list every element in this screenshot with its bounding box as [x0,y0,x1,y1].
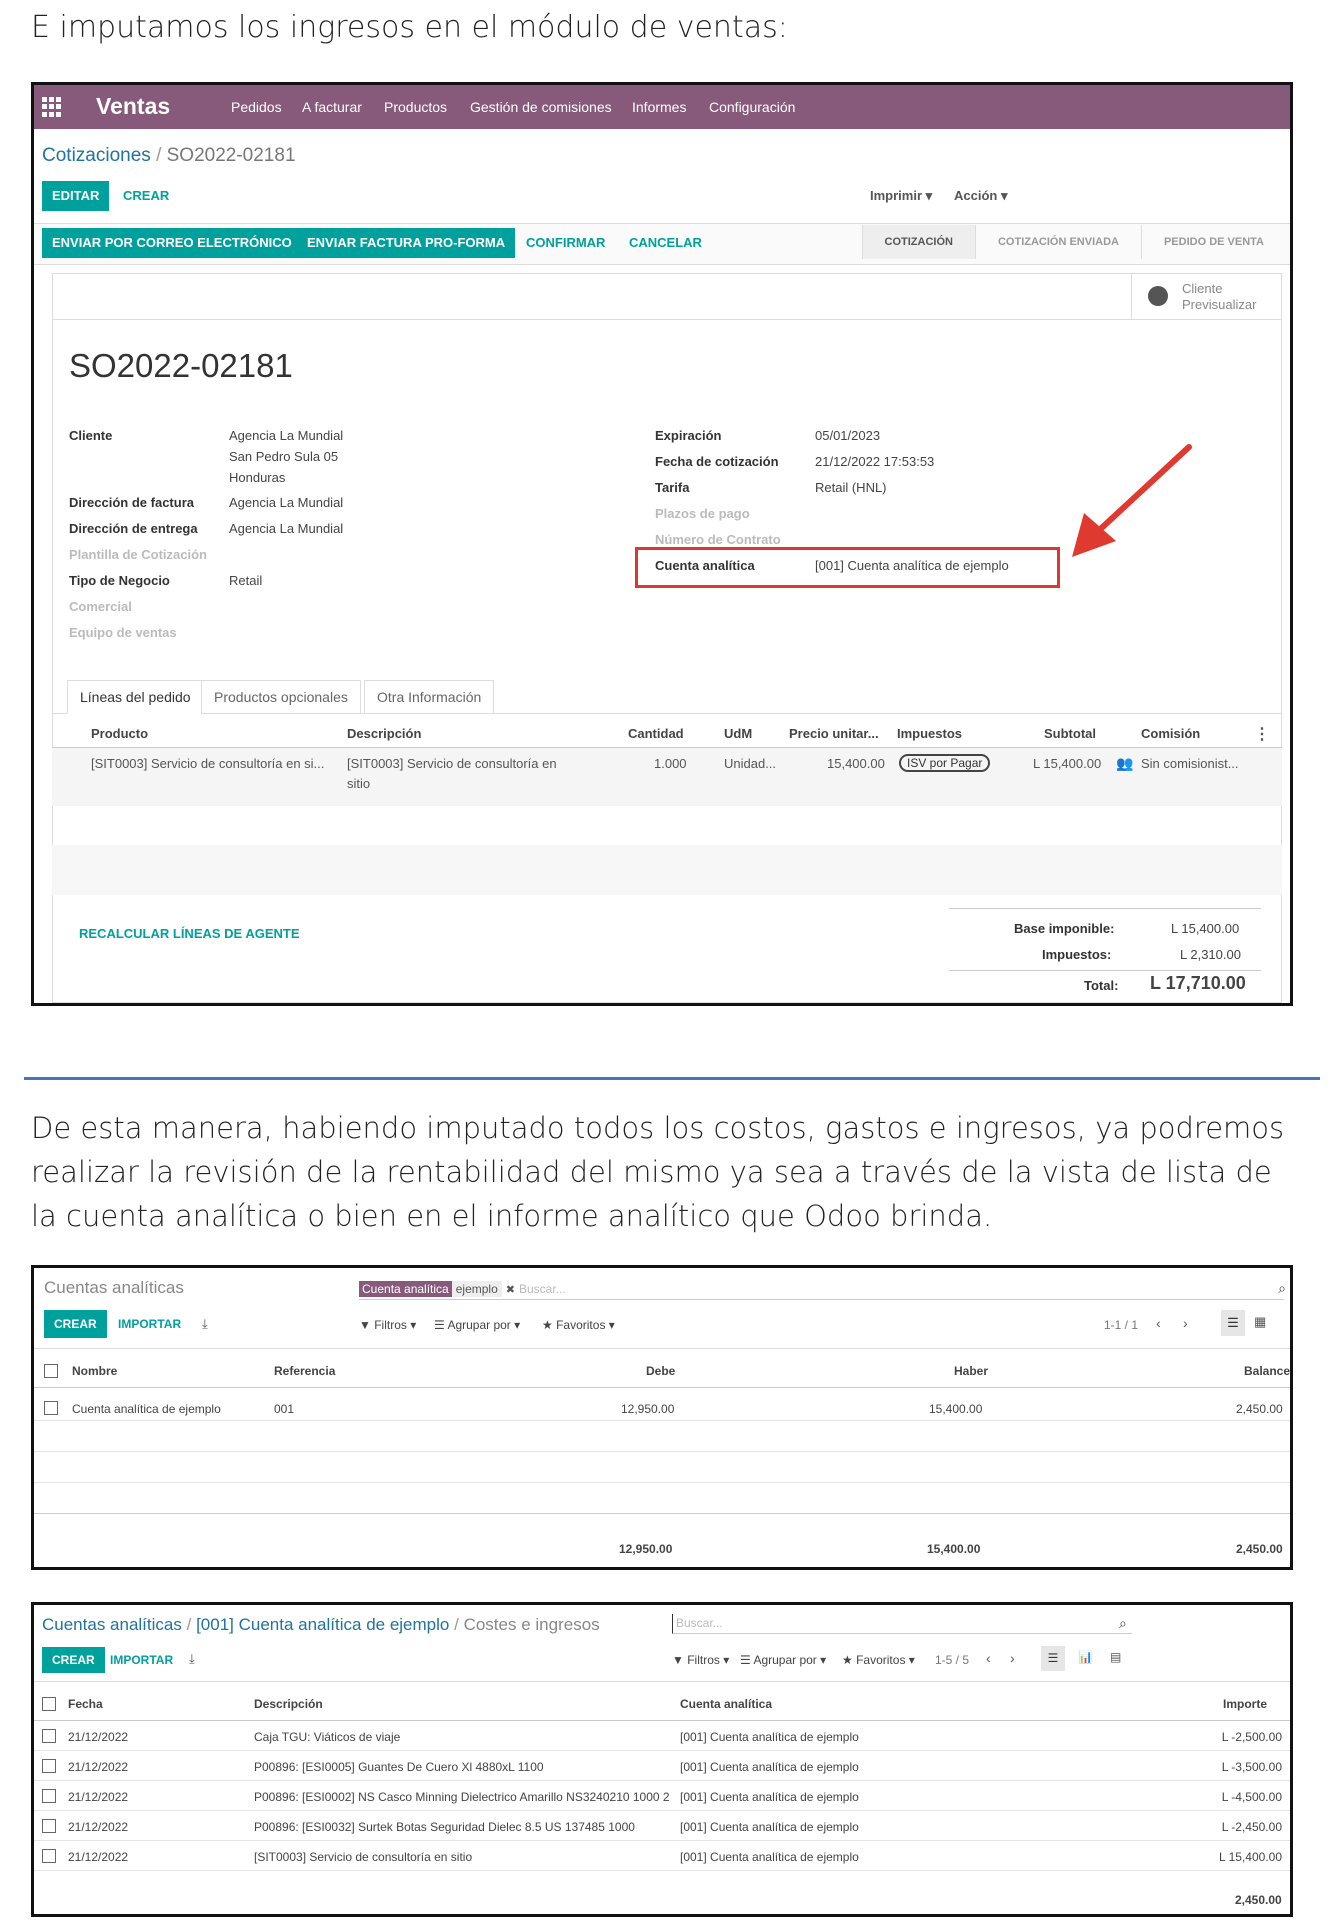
row-credit: 15,400.00 [929,1402,983,1416]
analytic-accounts-screenshot [31,1265,1293,1570]
apps-menu-icon[interactable] [42,97,62,117]
facet-remove-icon[interactable]: ✖ [505,1284,515,1296]
salesperson-label: Comercial [69,599,132,614]
total-value: L 17,710.00 [1150,973,1246,993]
list-view-icon[interactable]: ☰ [1041,1646,1065,1671]
row-date: 21/12/2022 [68,1730,129,1744]
app-brand[interactable]: Ventas [96,93,171,119]
table-row[interactable] [34,1781,1290,1811]
col-name[interactable]: Nombre [72,1364,118,1378]
empty-row [52,845,1282,895]
row-balance: 2,450.00 [1236,1402,1283,1416]
col-description[interactable]: Descripción [347,726,422,741]
row-checkbox[interactable] [42,1729,56,1743]
total-balance: 2,450.00 [1236,1542,1283,1556]
pager-prev-icon[interactable]: ‹ [1156,1315,1161,1331]
line-description-1: [SIT0003] Servicio de consultoría en [347,756,557,771]
pager-value[interactable]: 1-5 / 5 [935,1653,970,1667]
breadcrumb-accounts[interactable]: Cuentas analíticas [42,1615,182,1634]
pager-next-icon[interactable]: › [1183,1315,1188,1331]
stage-sales-order[interactable]: PEDIDO DE VENTA [1141,225,1286,259]
col-taxes[interactable]: Impuestos [897,726,963,741]
search-facet-label: Cuenta analítica [359,1281,452,1297]
menu-configuracion[interactable]: Configuración [709,99,796,115]
analytic-lines-screenshot [31,1602,1293,1917]
col-amount[interactable]: Importe [1223,1697,1268,1711]
search-input[interactable]: Buscar... [518,1282,566,1296]
line-quantity: 1.000 [654,756,687,771]
favorites-dropdown[interactable]: ★ Favoritos ▾ [542,1318,615,1332]
pricelist-label: Tarifa [655,480,690,495]
favorites-dropdown[interactable]: ★ Favoritos ▾ [842,1653,915,1667]
top-navbar [34,85,1290,129]
breadcrumb-current: SO2022-02181 [166,145,296,166]
analytic-account-value[interactable]: [001] Cuenta analítica de ejemplo [815,558,1009,573]
group-by-dropdown[interactable]: ☰ Agrupar por ▾ [434,1318,521,1332]
edit-button[interactable]: EDITAR [42,181,109,211]
filters-dropdown[interactable]: ▼ Filtros ▾ [359,1318,417,1332]
col-product[interactable]: Producto [91,726,149,741]
sales-order-screenshot [31,82,1293,1006]
col-analytic-account[interactable]: Cuenta analítica [680,1697,773,1711]
column-options-icon[interactable]: ⋮ [1254,726,1270,743]
breadcrumb-cotizaciones[interactable]: Cotizaciones [42,145,151,166]
breadcrumb-separator: / [156,145,162,166]
recalculate-agents-button[interactable]: RECALCULAR LÍNEAS DE AGENTE [79,926,300,941]
customer-address-2: Honduras [229,470,286,485]
expiration-label: Expiración [655,428,722,443]
breadcrumb [42,145,296,167]
download-icon[interactable]: ⤓ [202,1316,208,1331]
col-description[interactable]: Descripción [254,1697,323,1711]
row-date: 21/12/2022 [68,1760,129,1774]
col-balance[interactable]: Balance [1244,1364,1291,1378]
quotation-date-value: 21/12/2022 17:53:53 [815,454,935,469]
line-commission: Sin comisionist... [1141,756,1239,771]
business-type-label: Tipo de Negocio [69,573,170,588]
analytic-account-label: Cuenta analítica [655,558,755,573]
base-value: L 15,400.00 [1171,921,1240,936]
intro-text: E imputamos los ingresos en el módulo de ventas: [31,10,788,45]
total-amount: 2,450.00 [1235,1893,1282,1907]
cancel-button[interactable]: CANCELAR [629,235,702,250]
row-checkbox[interactable] [42,1819,56,1833]
row-checkbox[interactable] [42,1759,56,1773]
search-icon[interactable]: ⌕ [1119,1615,1127,1631]
menu-comisiones[interactable]: Gestión de comisiones [470,99,612,115]
row-amount: L -4,500.00 [1221,1790,1282,1804]
select-all-checkbox[interactable] [44,1364,58,1378]
sales-team-label: Equipo de ventas [69,625,177,640]
col-date[interactable]: Fecha [68,1697,103,1711]
select-all-checkbox[interactable] [42,1697,56,1711]
line-uom: Unidad... [724,756,777,771]
breadcrumb: Cuentas analíticas / [001] Cuenta analítica de ejemplo / Costes e ingresos [42,1615,600,1634]
row-date: 21/12/2022 [68,1850,129,1864]
search-bar[interactable] [359,1280,1284,1300]
delivery-address-value[interactable]: Agencia La Mundial [229,521,344,536]
tab-optional-products[interactable]: Productos opcionales [201,680,361,714]
col-unit-price[interactable]: Precio unitar... [789,726,879,741]
filters-dropdown[interactable]: ▼ Filtros ▾ [672,1653,730,1667]
row-description: P00896: [ESI0002] NS Casco Minning Dielectrico Amarillo NS3240210 1000 2 [254,1790,670,1804]
col-commission[interactable]: Comisión [1141,726,1201,741]
row-amount: L -3,500.00 [1221,1760,1282,1774]
row-date: 21/12/2022 [68,1790,129,1804]
customer-value[interactable]: Agencia La Mundial [229,428,344,443]
quotation-template-label: Plantilla de Cotización [69,547,207,562]
contract-number-label: Número de Contrato [655,532,781,547]
line-product: [SIT0003] Servicio de consultoría en si... [91,756,325,771]
row-analytic-account: [001] Cuenta analítica de ejemplo [680,1850,859,1864]
col-quantity[interactable]: Cantidad [628,726,684,741]
tab-other-info[interactable]: Otra Información [364,680,494,714]
pager-next-icon[interactable]: › [1010,1650,1015,1666]
col-uom[interactable]: UdM [724,726,753,741]
row-analytic-account: [001] Cuenta analítica de ejemplo [680,1730,859,1744]
line-price: 15,400.00 [827,756,885,771]
search-input[interactable]: Buscar... [672,1614,1132,1634]
explanation-paragraph: De esta manera, habiendo imputado todos los costos, gastos e ingresos, ya podremos realizar la revisión de la rentabilidad del mismo ya sea a través de la vista de lista de la cuenta analítica o bien en el informe analítico que Odoo brinda. [31,1111,1285,1233]
order-title: SO2022-02181 [69,347,293,384]
row-reference: 001 [274,1402,295,1416]
col-credit[interactable]: Haber [954,1364,989,1378]
row-amount: L -2,500.00 [1221,1730,1282,1744]
row-checkbox[interactable] [44,1401,58,1415]
print-dropdown[interactable]: Imprimir ▾ [870,188,933,203]
action-dropdown[interactable]: Acción ▾ [954,188,1008,203]
pricelist-value: Retail (HNL) [815,480,887,495]
payment-terms-label: Plazos de pago [655,506,750,521]
total-credit: 15,400.00 [927,1542,981,1556]
download-icon[interactable]: ⤓ [189,1651,195,1666]
line-description-2: sitio [347,776,371,791]
red-arrow-icon [1054,435,1204,575]
breadcrumb-current: Costes e ingresos [463,1615,600,1634]
create-button[interactable]: CREAR [42,1647,105,1673]
delivery-address-label: Dirección de entrega [69,521,198,536]
globe-icon [1148,286,1168,306]
kanban-view-icon[interactable]: ▦ [1254,1314,1267,1329]
col-reference[interactable]: Referencia [274,1364,336,1378]
row-analytic-account: [001] Cuenta analítica de ejemplo [680,1790,859,1804]
button-box [53,274,1281,320]
total-label: Total: [1084,978,1119,993]
send-email-button[interactable]: ENVIAR POR CORREO ELECTRÓNICO [42,228,302,258]
menu-informes[interactable]: Informes [632,99,687,115]
table-row[interactable] [34,1841,1290,1871]
status-bar [862,225,1286,259]
pager-value[interactable]: 1-1 / 1 [1104,1318,1139,1332]
confirm-button[interactable]: CONFIRMAR [526,235,606,250]
group-by-dropdown[interactable]: ☰ Agrupar por ▾ [740,1653,827,1667]
menu-pedidos[interactable]: Pedidos [231,99,282,115]
invoice-address-value[interactable]: Agencia La Mundial [229,495,344,510]
customer-label: Cliente [69,428,113,443]
create-button[interactable]: CREAR [123,188,170,203]
search-facet-value: ejemplo [452,1281,502,1297]
row-checkbox[interactable] [42,1789,56,1803]
pivot-view-icon[interactable]: ▤ [1110,1650,1122,1664]
row-amount: L 15,400.00 [1219,1850,1282,1864]
line-subtotal: L 15,400.00 [1033,756,1102,771]
stage-quotation[interactable]: COTIZACIÓN [862,225,975,259]
pager-prev-icon[interactable]: ‹ [986,1650,991,1666]
row-description: P00896: [ESI0032] Surtek Botas Seguridad Dielec 8.5 US 137485 1000 [254,1820,635,1834]
row-amount: L -2,450.00 [1221,1820,1282,1834]
send-proforma-button[interactable]: ENVIAR FACTURA PRO-FORMA [297,228,515,258]
taxes-value: L 2,310.00 [1180,947,1241,962]
customer-address-1: San Pedro Sula 05 [229,449,339,464]
table-row[interactable] [34,1811,1290,1841]
graph-view-icon[interactable]: 📊 [1078,1650,1093,1664]
menu-productos[interactable]: Productos [384,99,448,115]
import-button[interactable]: IMPORTAR [110,1653,174,1667]
users-icon: 👥 [1116,755,1134,771]
col-subtotal[interactable]: Subtotal [1044,726,1096,741]
total-debit: 12,950.00 [619,1542,673,1556]
row-analytic-account: [001] Cuenta analítica de ejemplo [680,1820,859,1834]
quotation-date-label: Fecha de cotización [655,454,779,469]
expiration-value: 05/01/2023 [815,428,881,443]
preview-label-1: Cliente [1182,281,1223,296]
table-row[interactable] [34,1721,1290,1751]
row-description: P00896: [ESI0005] Guantes De Cuero Xl 4880xL 1100 [254,1760,544,1774]
breadcrumb-account[interactable]: [001] Cuenta analítica de ejemplo [196,1615,450,1634]
row-debit: 12,950.00 [621,1402,675,1416]
tax-badge: ISV por Pagar [899,754,990,772]
business-type-value: Retail [229,573,263,588]
row-description: Caja TGU: Viáticos de viaje [254,1730,401,1744]
import-button[interactable]: IMPORTAR [118,1317,182,1331]
search-icon[interactable]: ⌕ [1278,1280,1286,1296]
table-row[interactable] [34,1751,1290,1781]
preview-label-2: Previsualizar [1182,297,1257,312]
taxes-label: Impuestos: [1042,947,1112,962]
page-title: Cuentas analíticas [44,1278,184,1297]
row-description: [SIT0003] Servicio de consultoría en sitio [254,1850,473,1864]
create-button[interactable]: CREAR [44,1310,107,1338]
list-view-icon[interactable]: ☰ [1221,1310,1245,1336]
base-label: Base imponible: [1014,921,1115,936]
stage-quotation-sent[interactable]: COTIZACIÓN ENVIADA [975,225,1141,259]
row-date: 21/12/2022 [68,1820,129,1834]
menu-a-facturar[interactable]: A facturar [302,99,362,115]
row-checkbox[interactable] [42,1849,56,1863]
row-name: Cuenta analítica de ejemplo [72,1402,221,1416]
preview-button[interactable] [1131,274,1281,320]
section-separator [24,1077,1320,1080]
row-analytic-account: [001] Cuenta analítica de ejemplo [680,1760,859,1774]
tab-order-lines[interactable]: Líneas del pedido [67,680,204,714]
col-debit[interactable]: Debe [646,1364,676,1378]
invoice-address-label: Dirección de factura [69,495,194,510]
